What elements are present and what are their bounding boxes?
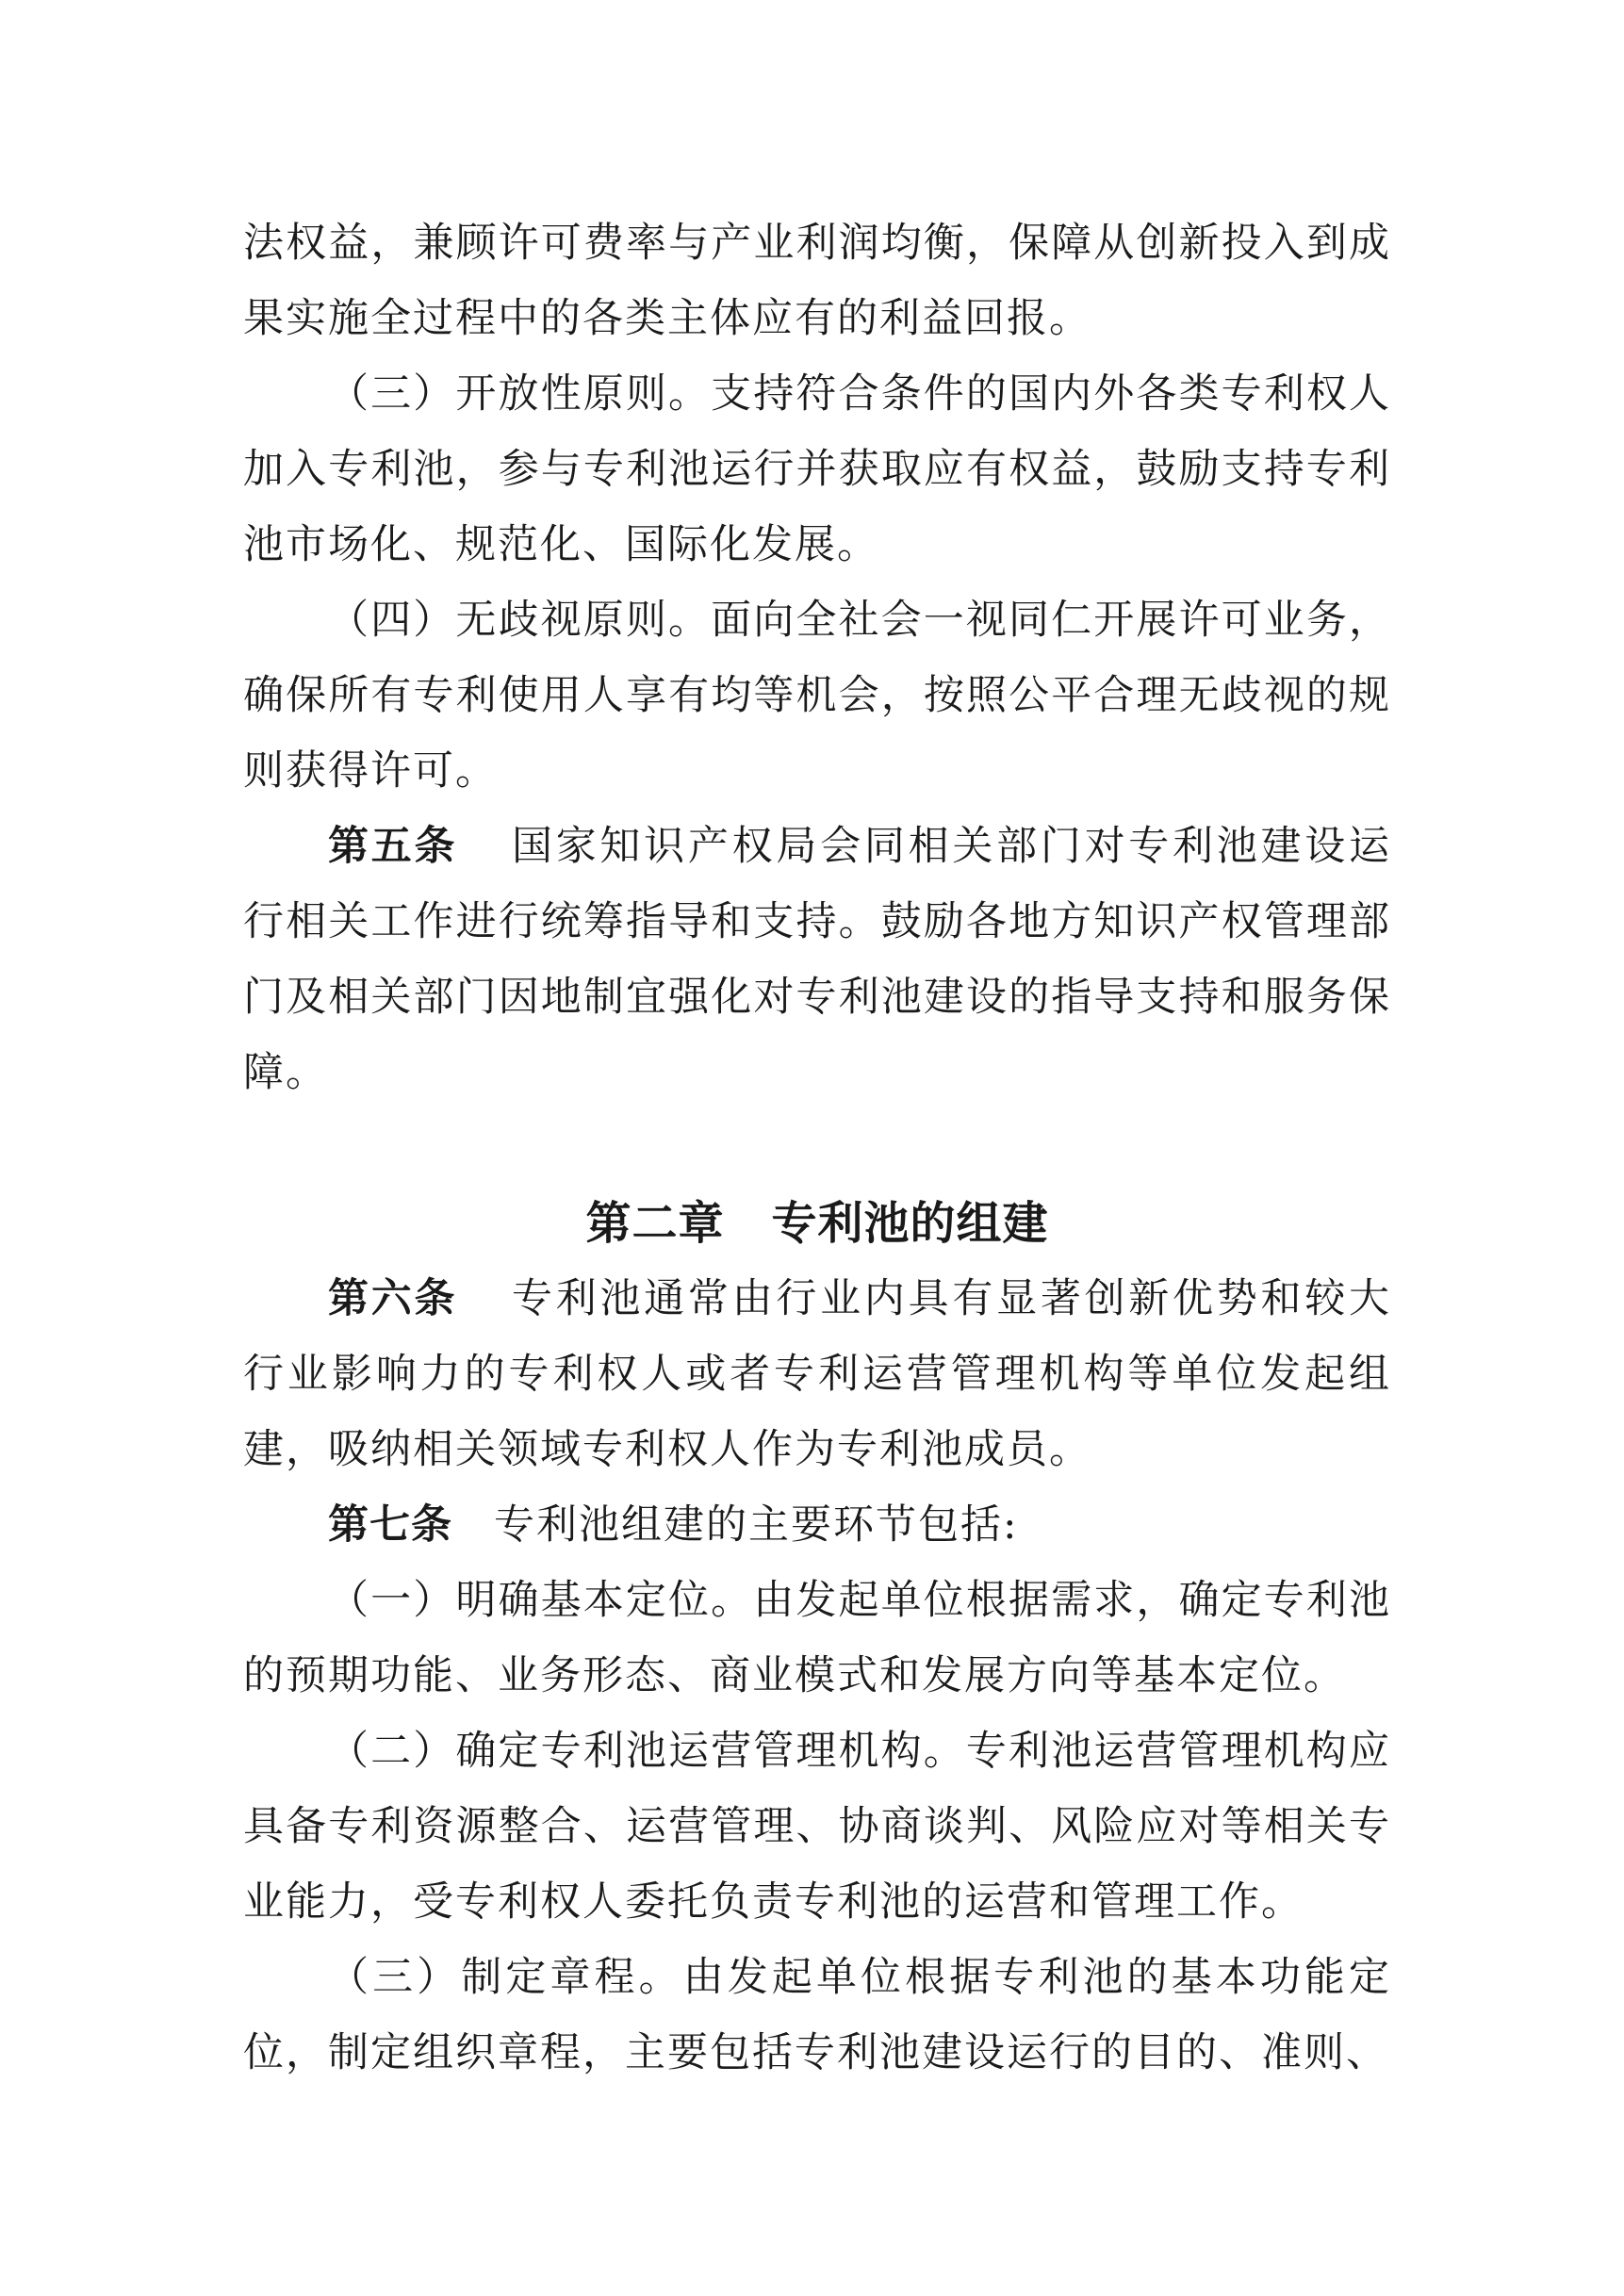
article-6-label: 第六条 bbox=[328, 1275, 458, 1322]
paragraph-define-positioning: （一）明确基本定位。由发起单位根据需求，确定专利池的预期功能、业务形态、商业模式和发展方向等基本定位。 bbox=[243, 1577, 1391, 1699]
article-5-text: 国家知识产权局会同相关部门对专利池建设运行相关工作进行统筹指导和支持。鼓励各地方知识产权管理部门及相关部门因地制宜强化对专利池建设的指导支持和服务保障。 bbox=[243, 823, 1392, 1096]
chapter-heading bbox=[243, 1186, 1391, 1261]
article-6-text: 专利池通常由行业内具有显著创新优势和较大行业影响力的专利权人或者专利运营管理机构等单位发起组建，吸纳相关领域专利权人作为专利池成员。 bbox=[243, 1275, 1392, 1473]
paragraph-openness-principle: （三）开放性原则。支持符合条件的国内外各类专利权人加入专利池，参与专利池运行并获取应有权益，鼓励支持专利池市场化、规范化、国际化发展。 bbox=[243, 370, 1391, 568]
article-7 bbox=[243, 1487, 1391, 1563]
article-6 bbox=[243, 1261, 1391, 1487]
article-7-label: 第七条 bbox=[328, 1501, 452, 1549]
document-body bbox=[243, 205, 1391, 2091]
paragraph-continued: 法权益，兼顾许可费率与产业利润均衡，保障从创新投入到成果实施全过程中的各类主体应有的利益回报。 bbox=[243, 220, 1391, 342]
section-spacer bbox=[243, 1110, 1391, 1186]
article-5 bbox=[243, 809, 1391, 1110]
article-7-text: 专利池组建的主要环节包括: bbox=[494, 1501, 1019, 1549]
article-5-label: 第五条 bbox=[328, 823, 458, 870]
chapter-number: 第二章 bbox=[585, 1197, 725, 1250]
paragraph-charter: （三）制定章程。由发起单位根据专利池的基本功能定位，制定组织章程，主要包括专利池建设运行的目的、准则、 bbox=[243, 1954, 1391, 2076]
paragraph-operating-agency: （二）确定专利池运营管理机构。专利池运营管理机构应具备专利资源整合、运营管理、协商谈判、风险应对等相关专业能力，受专利权人委托负责专利池的运营和管理工作。 bbox=[243, 1728, 1391, 1926]
paragraph-non-discrimination-principle: （四）无歧视原则。面向全社会一视同仁开展许可业务，确保所有专利使用人享有均等机会，按照公平合理无歧视的规则获得许可。 bbox=[243, 597, 1391, 795]
chapter-title: 专利池的组建 bbox=[771, 1197, 1049, 1250]
